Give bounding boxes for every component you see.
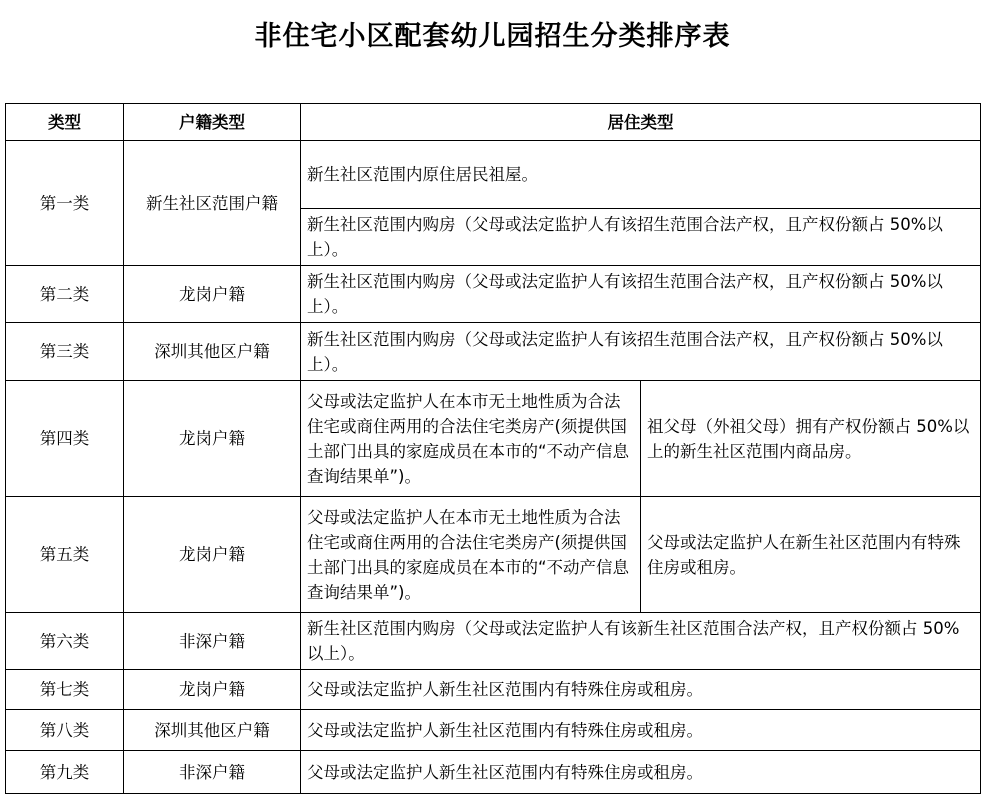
- header-residence: 居住类型: [301, 104, 981, 141]
- category-cell: 第三类: [6, 323, 124, 381]
- residence-cell: 新生社区范围内购房（父母或法定监护人有该招生范围合法产权，且产权份额占 50%以上）。: [301, 323, 981, 381]
- enrollment-table: [5, 103, 981, 794]
- hukou-cell: 非深户籍: [124, 751, 301, 794]
- residence-right-cell: 祖父母（外祖父母）拥有产权份额占 50%以上的新生社区范围内商品房。: [641, 381, 981, 497]
- table-row: [6, 266, 981, 323]
- category-cell: 第七类: [6, 670, 124, 710]
- residence-right-cell: 父母或法定监护人在新生社区范围内有特殊住房或租房。: [641, 497, 981, 613]
- hukou-cell: 龙岗户籍: [124, 497, 301, 613]
- table-row: [6, 141, 981, 209]
- header-category: 类型: [6, 104, 124, 141]
- category-cell: 第九类: [6, 751, 124, 794]
- table-row: [6, 670, 981, 710]
- category-cell: 第六类: [6, 613, 124, 670]
- table-row: [6, 497, 981, 613]
- table-header-row: [6, 104, 981, 141]
- category-cell: 第一类: [6, 141, 124, 266]
- category-cell: 第八类: [6, 710, 124, 751]
- hukou-cell: 龙岗户籍: [124, 670, 301, 710]
- residence-cell: 父母或法定监护人新生社区范围内有特殊住房或租房。: [301, 710, 981, 751]
- residence-cell: 父母或法定监护人新生社区范围内有特殊住房或租房。: [301, 751, 981, 794]
- table-row: [6, 751, 981, 794]
- table-row: [6, 323, 981, 381]
- header-hukou: 户籍类型: [124, 104, 301, 141]
- table-row: [6, 381, 981, 497]
- hukou-cell: 新生社区范围户籍: [124, 141, 301, 266]
- hukou-cell: 龙岗户籍: [124, 381, 301, 497]
- category-cell: 第五类: [6, 497, 124, 613]
- residence-cell: 新生社区范围内购房（父母或法定监护人有该招生范围合法产权，且产权份额占 50%以上）。: [301, 266, 981, 323]
- residence-cell: 新生社区范围内购房（父母或法定监护人有该招生范围合法产权，且产权份额占 50%以上）。: [301, 209, 981, 266]
- table-row: [6, 613, 981, 670]
- hukou-cell: 龙岗户籍: [124, 266, 301, 323]
- hukou-cell: 深圳其他区户籍: [124, 323, 301, 381]
- residence-left-cell: 父母或法定监护人在本市无土地性质为合法住宅或商住两用的合法住宅类房产(须提供国土部门出具的家庭成员在本市的“不动产信息查询结果单”)。: [301, 381, 641, 497]
- category-cell: 第四类: [6, 381, 124, 497]
- table-row: [6, 710, 981, 751]
- residence-cell: 新生社区范围内原住居民祖屋。: [301, 141, 981, 209]
- category-cell: 第二类: [6, 266, 124, 323]
- hukou-cell: 深圳其他区户籍: [124, 710, 301, 751]
- hukou-cell: 非深户籍: [124, 613, 301, 670]
- residence-cell: 新生社区范围内购房（父母或法定监护人有该新生社区范围合法产权，且产权份额占 50%以上）。: [301, 613, 981, 670]
- residence-cell: 父母或法定监护人新生社区范围内有特殊住房或租房。: [301, 670, 981, 710]
- page-title: 非住宅小区配套幼儿园招生分类排序表: [254, 21, 731, 52]
- residence-left-cell: 父母或法定监护人在本市无土地性质为合法住宅或商住两用的合法住宅类房产(须提供国土部门出具的家庭成员在本市的“不动产信息查询结果单”)。: [301, 497, 641, 613]
